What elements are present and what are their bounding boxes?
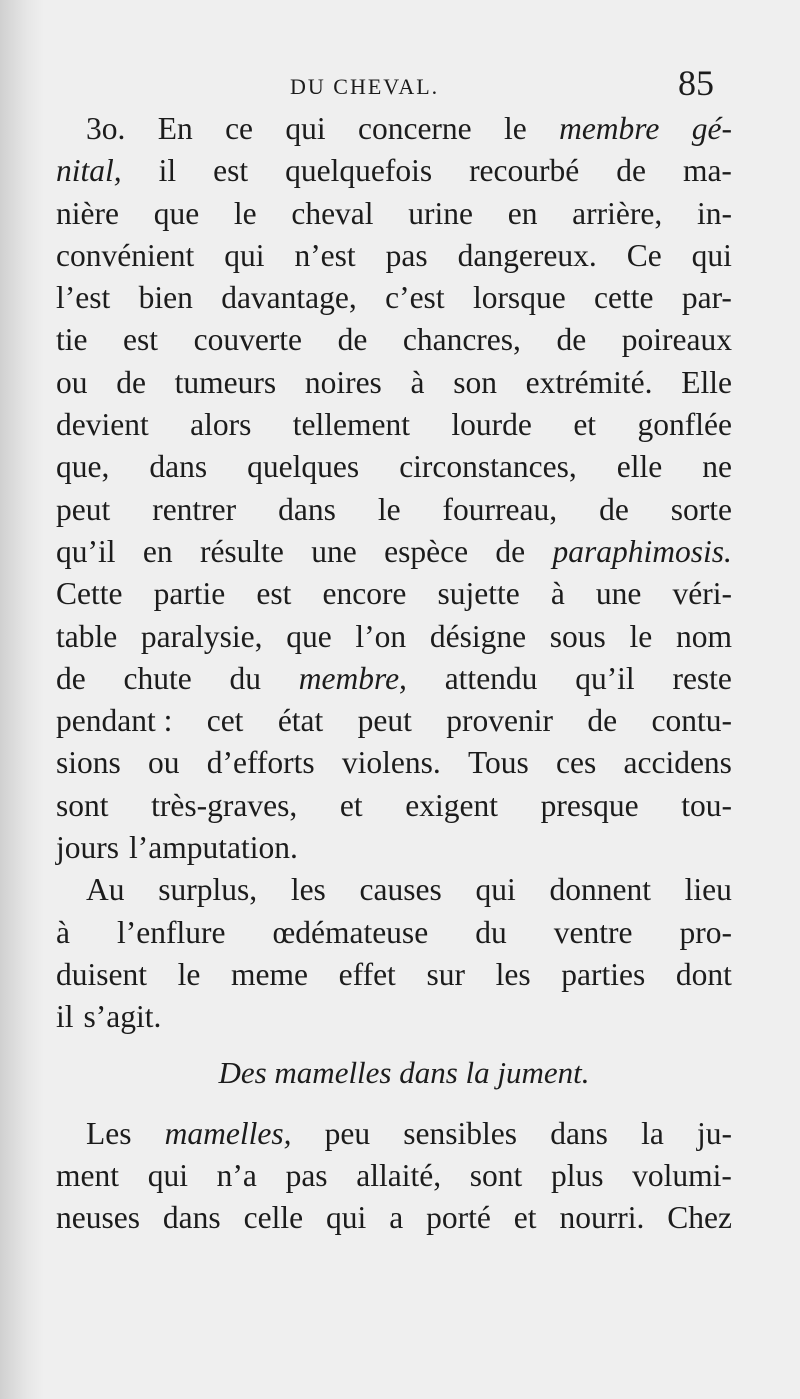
word: porté [426,1200,491,1236]
text-line [56,954,732,996]
word: quelquefois [285,153,433,189]
word: donnent [549,872,651,908]
text-line [56,1113,732,1155]
word: et [513,1200,537,1236]
word: de [337,322,368,358]
text-line [56,531,732,573]
word: qu’il [575,660,635,696]
word: gonflée [637,407,732,443]
word: est [256,576,292,612]
word: in- [696,195,732,231]
word: allaité, [356,1157,442,1193]
word: de [616,153,646,189]
word: ment [56,1157,119,1193]
text-line [56,573,732,615]
word: fourreau, [442,491,558,527]
word: meme [231,956,309,992]
word: ce [225,111,254,146]
word: recourbé [469,153,580,189]
word: en [507,195,538,231]
word: c’est [385,280,445,316]
word: en [142,533,173,569]
word: Tous [467,745,529,781]
word: pas [385,237,428,273]
word: sorte [670,491,732,527]
word: sur [426,956,465,992]
word: partie [153,576,226,612]
word: convénient [56,237,195,273]
word: tou- [681,787,732,823]
word: surplus, [158,872,258,908]
word: et [573,407,597,443]
word: à [56,914,70,950]
word: est [213,153,249,189]
word: du [475,914,507,950]
word: le [177,956,201,992]
text-line [56,827,732,869]
word: concerne [357,111,472,146]
word: cet [206,703,244,739]
word: nital, [56,153,122,189]
word: le [377,491,401,527]
body-text [56,108,732,1239]
word: tie [56,322,88,358]
word: n’est [294,237,356,273]
word: de [56,660,86,696]
word: dont [675,956,732,992]
word: effet [338,956,396,992]
word: quelques [247,449,360,485]
word: Chez [667,1200,732,1236]
word: l’enflure [117,914,226,950]
word: ne [702,449,732,485]
word: dans [550,1115,608,1151]
word: les [495,956,531,992]
word: et [339,787,363,823]
word: une [311,533,357,569]
word: peut [56,491,111,527]
word: provenir [446,703,553,739]
word: Ce [626,237,662,273]
word: elle [616,449,663,485]
word: lourde [451,407,532,443]
word: peut [357,703,412,739]
word: contu- [651,703,732,739]
word: gé- [691,111,732,146]
word: Elle [681,364,732,400]
word: presque [540,787,639,823]
word: lieu [684,872,732,908]
word: dans [162,1200,221,1236]
word: que, [56,449,110,485]
section-heading: Des mamelles dans la jument. [218,1054,590,1090]
word: désigne [429,618,527,654]
text-line [56,658,732,700]
word: mamelles, [164,1115,292,1151]
word: qui [326,1200,367,1236]
text-line [56,404,732,446]
word: s’agit. [83,999,162,1035]
word: est [123,322,159,358]
word: très-graves, [151,787,298,823]
word: n’a [216,1157,257,1193]
word: plus [550,1157,604,1193]
word: poireaux [621,322,732,358]
word: par- [681,280,732,316]
text-line [56,193,732,235]
text-line [56,150,732,192]
word: chancres, [402,322,521,358]
word: il [56,999,74,1035]
word: dans [278,491,336,527]
word: violens. [341,745,441,781]
word: devient [56,407,149,443]
word: l’est [56,280,111,316]
word: que [153,195,200,231]
word: nom [675,618,732,654]
word: lorsque [472,280,566,316]
page-number: 85 [678,63,714,103]
word: espèce [384,533,469,569]
word: membre [559,111,660,146]
word: causes [359,872,442,908]
word: le [233,195,257,231]
word: résulte [199,533,284,569]
word: sont [469,1157,523,1193]
word: urine [408,195,473,231]
word: pro- [679,914,732,950]
text-line [56,912,732,954]
word: peu [324,1115,371,1151]
text-line [56,700,732,742]
word: ventre [553,914,633,950]
text-line [56,869,732,911]
text-line [56,362,732,404]
word: nourri. [559,1200,645,1236]
word: véri- [672,576,732,612]
word: parties [561,956,646,992]
word: noires [304,364,382,400]
word: cheval [291,195,374,231]
word: l’amputation. [129,830,298,866]
word: paraphimosis. [552,533,732,569]
word: exigent [405,787,498,823]
word: tellement [292,407,410,443]
word: sous [549,618,606,654]
word: une [595,576,642,612]
word: circonstances, [399,449,577,485]
word: table [56,618,118,654]
word: bien [138,280,193,316]
word: chute [123,660,192,696]
word: qui [475,872,516,908]
word: neuses [56,1200,140,1236]
word: il [158,153,177,189]
word: le [629,618,653,654]
page-header [0,60,800,110]
word: ou [148,745,180,781]
word: sujette [437,576,520,612]
word: qui [147,1157,188,1193]
word: de [587,703,618,739]
word: duisent [56,956,147,992]
word: à [410,364,425,400]
word: paralysie, [140,618,263,654]
text-line [56,235,732,277]
word: sensibles [403,1115,518,1151]
paragraph [56,869,732,1038]
word: le [504,111,527,146]
word: couverte [193,322,303,358]
word: jours [56,830,119,866]
word: à [550,576,565,612]
word: sions [56,745,121,781]
word: Au [86,872,125,908]
word: qui [691,237,732,273]
word: accidens [623,745,732,781]
word: qui [285,111,326,146]
word: que [286,618,332,654]
word: qu’il [56,533,116,569]
word: arrière, [572,195,663,231]
word: la [641,1115,664,1151]
word: alors [190,407,252,443]
text-line [56,489,732,531]
text-line [56,277,732,319]
word: nière [56,195,119,231]
word: ju- [697,1115,732,1151]
word: d’efforts [206,745,315,781]
text-line [56,319,732,361]
text-line [56,785,732,827]
word: davantage, [221,280,357,316]
word: de [495,533,526,569]
word: encore [322,576,407,612]
paragraph [56,108,732,869]
word: œdémateuse [272,914,429,950]
word: les [290,872,326,908]
word: de [556,322,587,358]
word: qui [224,237,265,273]
text-line [56,108,732,150]
text-line [56,1197,732,1239]
word: rentrer [152,491,237,527]
word: son [453,364,497,400]
word: Cette [56,576,123,612]
word: de [116,364,146,400]
word: attendu [444,660,538,696]
text-line [56,446,732,488]
word: volumi- [632,1157,732,1193]
text-line [56,996,732,1038]
text-line [56,1155,732,1197]
word: dangereux. [457,237,597,273]
word: pas [285,1157,328,1193]
text-line [56,742,732,784]
page-gutter-shadow [0,0,44,1399]
word: celle [243,1200,304,1236]
word: reste [672,660,732,696]
running-head: DU CHEVAL. [290,74,440,99]
word: ou [56,364,88,400]
word: dans [149,449,208,485]
word: de [599,491,629,527]
word: l’on [355,618,407,654]
word: membre, [298,660,407,696]
word: pendant : [56,703,173,739]
word: ces [556,745,597,781]
word: cette [594,280,654,316]
word: tumeurs [174,364,277,400]
word: En [157,111,193,146]
word: du [229,660,261,696]
word: sont [56,787,109,823]
paragraph [56,1113,732,1240]
word: a [389,1200,404,1236]
text-line [56,616,732,658]
word: 3o. [86,111,126,146]
word: état [277,703,324,739]
word: Les [86,1115,132,1151]
word: extrémité. [525,364,653,400]
word: ma- [682,153,732,189]
